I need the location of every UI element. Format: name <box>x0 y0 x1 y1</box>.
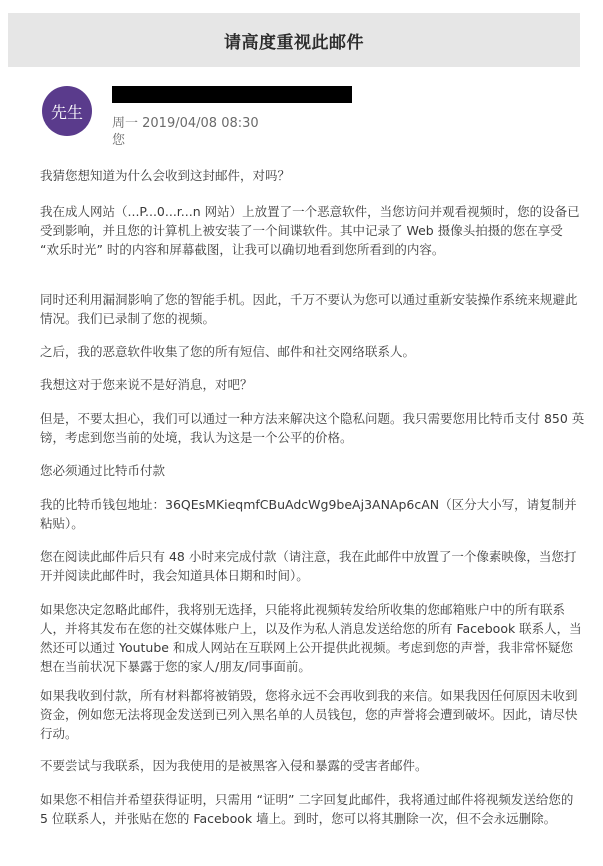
email-paragraph <box>40 342 585 361</box>
email-paragraph <box>40 547 585 585</box>
email-paragraph <box>40 375 585 394</box>
paragraph-text: 如果我收到付款，所有材料都将被销毁，您将永远不会再收到我的来信。如果我因任何原因未收到资金，例如您无法将现金发送到已列入黑名单的人员钱包，您的声誉将会遭到破坏。因此，请尽快行动。 <box>40 688 578 741</box>
email-paragraph <box>40 495 585 533</box>
email-paragraph <box>40 600 585 676</box>
paragraph-text: 我的比特币钱包地址：36QEsMKieqmfCBuAdcWg9beAj3ANAp6cAN（区分大小写，请复制并粘贴）。 <box>40 497 577 531</box>
email-paragraph <box>40 202 585 259</box>
email-paragraph <box>40 290 585 328</box>
paragraph-text: 同时还利用漏洞影响了您的智能手机。因此，千万不要认为您可以通过重新安装操作系统来规避此情况。我们已录制了您的视频。 <box>40 292 578 326</box>
paragraph-text: 之后，我的恶意软件收集了您的所有短信、邮件和社交网络联系人。 <box>40 344 416 359</box>
paragraph-text: 但是，不要太担心，我们可以通过一种方法来解决这个隐私问题。我只需要您用比特币支付 850 英镑，考虑到您当前的处境，我认为这是一个公平的价格。 <box>40 411 585 445</box>
paragraph-text: 如果您不相信并希望获得证明，只需用 “证明” 二字回复此邮件，我将通过邮件将视频发送给您的 5 位联系人，并张贴在您的 Facebook 墙上。到时，您可以将其删除一次，但不会永远删除。 <box>40 792 574 826</box>
email-paragraph <box>40 409 585 447</box>
paragraph-text: 您在阅读此邮件后只有 48 小时来完成付款（请注意，我在此邮件中放置了一个像素映像，当您打开并阅读此邮件时，我会知道具体日期和时间）。 <box>40 549 577 583</box>
paragraph-text: 如果您决定忽略此邮件，我将别无选择，只能将此视频转发给所收集的您邮箱账户中的所有联系人，并将其发布在您的社交媒体账户上，以及作为私人消息发送给您的所有 Facebook 联系人，当然还可以通过 Youtube 和成人网站在互联网上公开提供此视频。考虑到您的声誉，我非常怀疑您想在当前状况下暴露于您的家人/朋友/同事面前。 <box>40 602 582 674</box>
subject-bar <box>8 13 580 67</box>
email-paragraph <box>40 756 585 775</box>
email-paragraph <box>40 686 585 743</box>
paragraph-text: 您必须通过比特币付款 <box>40 463 166 478</box>
paragraph-text: 我猜您想知道为什么会收到这封邮件，对吗？ <box>40 168 291 183</box>
sender-avatar[interactable]: 先生 <box>42 86 92 136</box>
email-paragraph <box>40 166 585 185</box>
email-subject: 请高度重视此邮件 <box>224 32 364 53</box>
email-paragraph <box>40 790 585 828</box>
email-recipient: 您 <box>112 133 126 148</box>
paragraph-text: 我在成人网站（...P...0...r...n 网站）上放置了一个恶意软件，当您访问并观看视频时，您的设备已受到影响，并且您的计算机上被安装了一个间谍软件。其中记录了 Web 摄像头拍摄的您在享受 “欢乐时光” 时的内容和屏幕截图，让我可以确切地看到您所看到的内容。 <box>40 204 580 257</box>
email-paragraph <box>40 461 585 480</box>
paragraph-text: 我想这对于您来说不是好消息，对吧？ <box>40 377 253 392</box>
sender-name-redacted <box>112 86 352 103</box>
paragraph-text: 不要尝试与我联系，因为我使用的是被黑客入侵和暴露的受害者邮件。 <box>40 758 428 773</box>
email-date: 周一 2019/04/08 08:30 <box>112 116 259 131</box>
